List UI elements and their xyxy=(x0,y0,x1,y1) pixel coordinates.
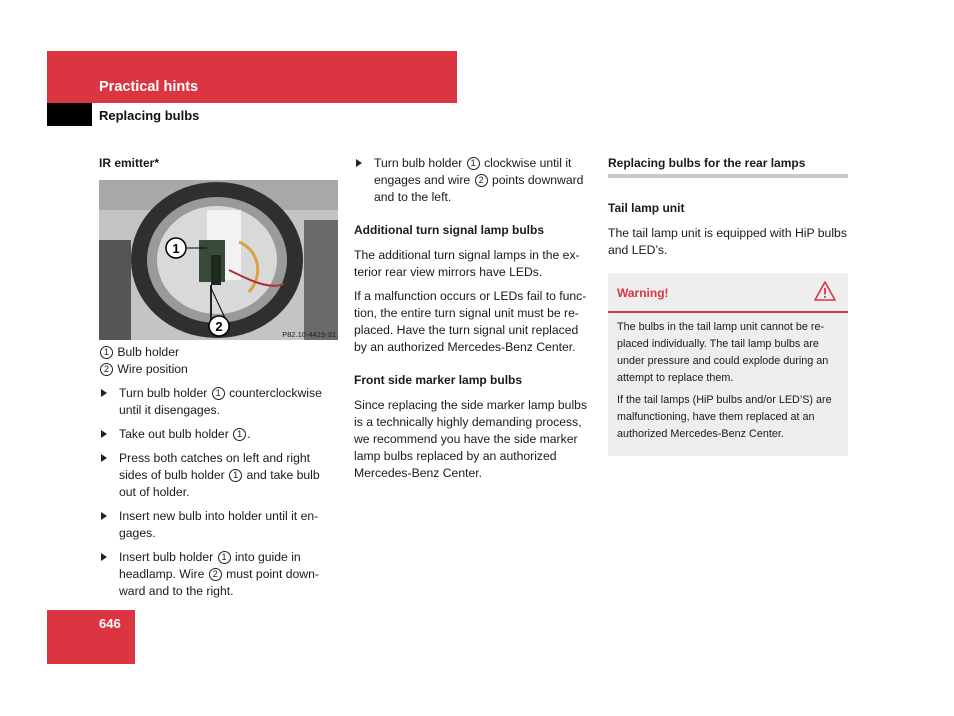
warning-header xyxy=(608,273,848,313)
legend-text-1: Bulb holder xyxy=(117,345,180,359)
side-marker-text: Since replacing the side marker lamp bulbs is a technically highly demanding process, we recommend you have the side marker lamp bulbs replaced by an authorized Mercedes-Benz Center. xyxy=(354,398,588,480)
step-turn-cw: Turn bulb holder 1 clockwise until it engages and wire 2 points downward and to the left. xyxy=(354,155,594,206)
side-marker-heading: Front side marker lamp bulbs xyxy=(354,373,523,387)
turn-signal-text-2: If a malfunction occurs or LEDs fail to func-tion, the entire turn signal unit must be re-placed. Have the turn signal unit replaced by an authorized Mercedes-Benz Center. xyxy=(354,289,587,354)
legend-text-2: Wire position xyxy=(117,362,188,376)
warning-title: Warning! xyxy=(617,286,669,300)
page-number: 646 xyxy=(99,616,121,631)
callout-ref-1: 1 xyxy=(212,387,225,400)
triangle-bullet-icon xyxy=(101,430,107,438)
step-insert-bulb: Insert new bulb into holder until it en-gages. xyxy=(99,508,339,542)
callout-ref-2: 2 xyxy=(475,174,488,187)
callout-ref-2: 2 xyxy=(209,568,222,581)
tail-lamp-heading: Tail lamp unit xyxy=(608,201,685,215)
warning-box xyxy=(608,273,848,456)
turn-signal-heading: Additional turn signal lamp bulbs xyxy=(354,223,545,237)
photo-callout-2: 2 xyxy=(215,319,223,334)
step-turn-ccw: Turn bulb holder 1 counterclockwise until it disengages. xyxy=(99,385,339,419)
warning-triangle-icon xyxy=(814,281,836,301)
callout-ref-1: 1 xyxy=(218,551,231,564)
step-take-out: Take out bulb holder 1 . xyxy=(99,426,339,443)
rear-lamps-heading: Replacing bulbs for the rear lamps xyxy=(608,156,806,170)
triangle-bullet-icon xyxy=(356,159,362,167)
legend-number-1: 1 xyxy=(100,346,113,359)
headlamp-illustration xyxy=(99,180,338,340)
section-title: Practical hints xyxy=(99,79,199,95)
tail-lamp-text: The tail lamp unit is equipped with HiP bulbs and LED’s. xyxy=(608,226,847,257)
callout-ref-1: 1 xyxy=(229,469,242,482)
column-3 xyxy=(608,155,848,456)
ir-emitter-heading: IR emitter* xyxy=(99,156,160,170)
header-tab xyxy=(47,103,92,126)
heading-rule xyxy=(608,174,848,178)
subsection-title: Replacing bulbs xyxy=(99,108,200,123)
callout-ref-1: 1 xyxy=(233,428,246,441)
step-insert-holder: Insert bulb holder 1 into guide in headlamp. Wire 2 must point down-ward and to the right. xyxy=(99,549,339,600)
triangle-bullet-icon xyxy=(101,454,107,462)
header-band xyxy=(47,51,457,103)
column-2 xyxy=(354,155,594,489)
callout-ref-1: 1 xyxy=(467,157,480,170)
step-press-catches: Press both catches on left and right sides of bulb holder 1 and take bulb out of holder. xyxy=(99,450,339,501)
turn-signal-text-1: The additional turn signal lamps in the ex-terior rear view mirrors have LEDs. xyxy=(354,248,580,279)
triangle-bullet-icon xyxy=(101,553,107,561)
legend-number-2: 2 xyxy=(100,363,113,376)
triangle-bullet-icon xyxy=(101,389,107,397)
footer-band xyxy=(47,610,135,664)
triangle-bullet-icon xyxy=(101,512,107,520)
photo-callout-1: 1 xyxy=(172,241,180,256)
legend-item-1 xyxy=(99,344,339,361)
column-1 xyxy=(99,155,339,607)
warning-text-1: The bulbs in the tail lamp unit cannot be re-placed individually. The tail lamp bulbs are under pressure and could explode during an attempt to replace them. xyxy=(617,321,829,384)
warning-body xyxy=(608,313,848,456)
headlamp-photo xyxy=(99,180,338,340)
warning-text-2: If the tail lamps (HiP bulbs and/or LED’S) are malfunctioning, have them replaced at an authorized Mercedes-Benz Center. xyxy=(617,394,832,440)
legend-item-2 xyxy=(99,361,339,378)
photo-code: P82.10-4419-31 xyxy=(282,330,336,339)
